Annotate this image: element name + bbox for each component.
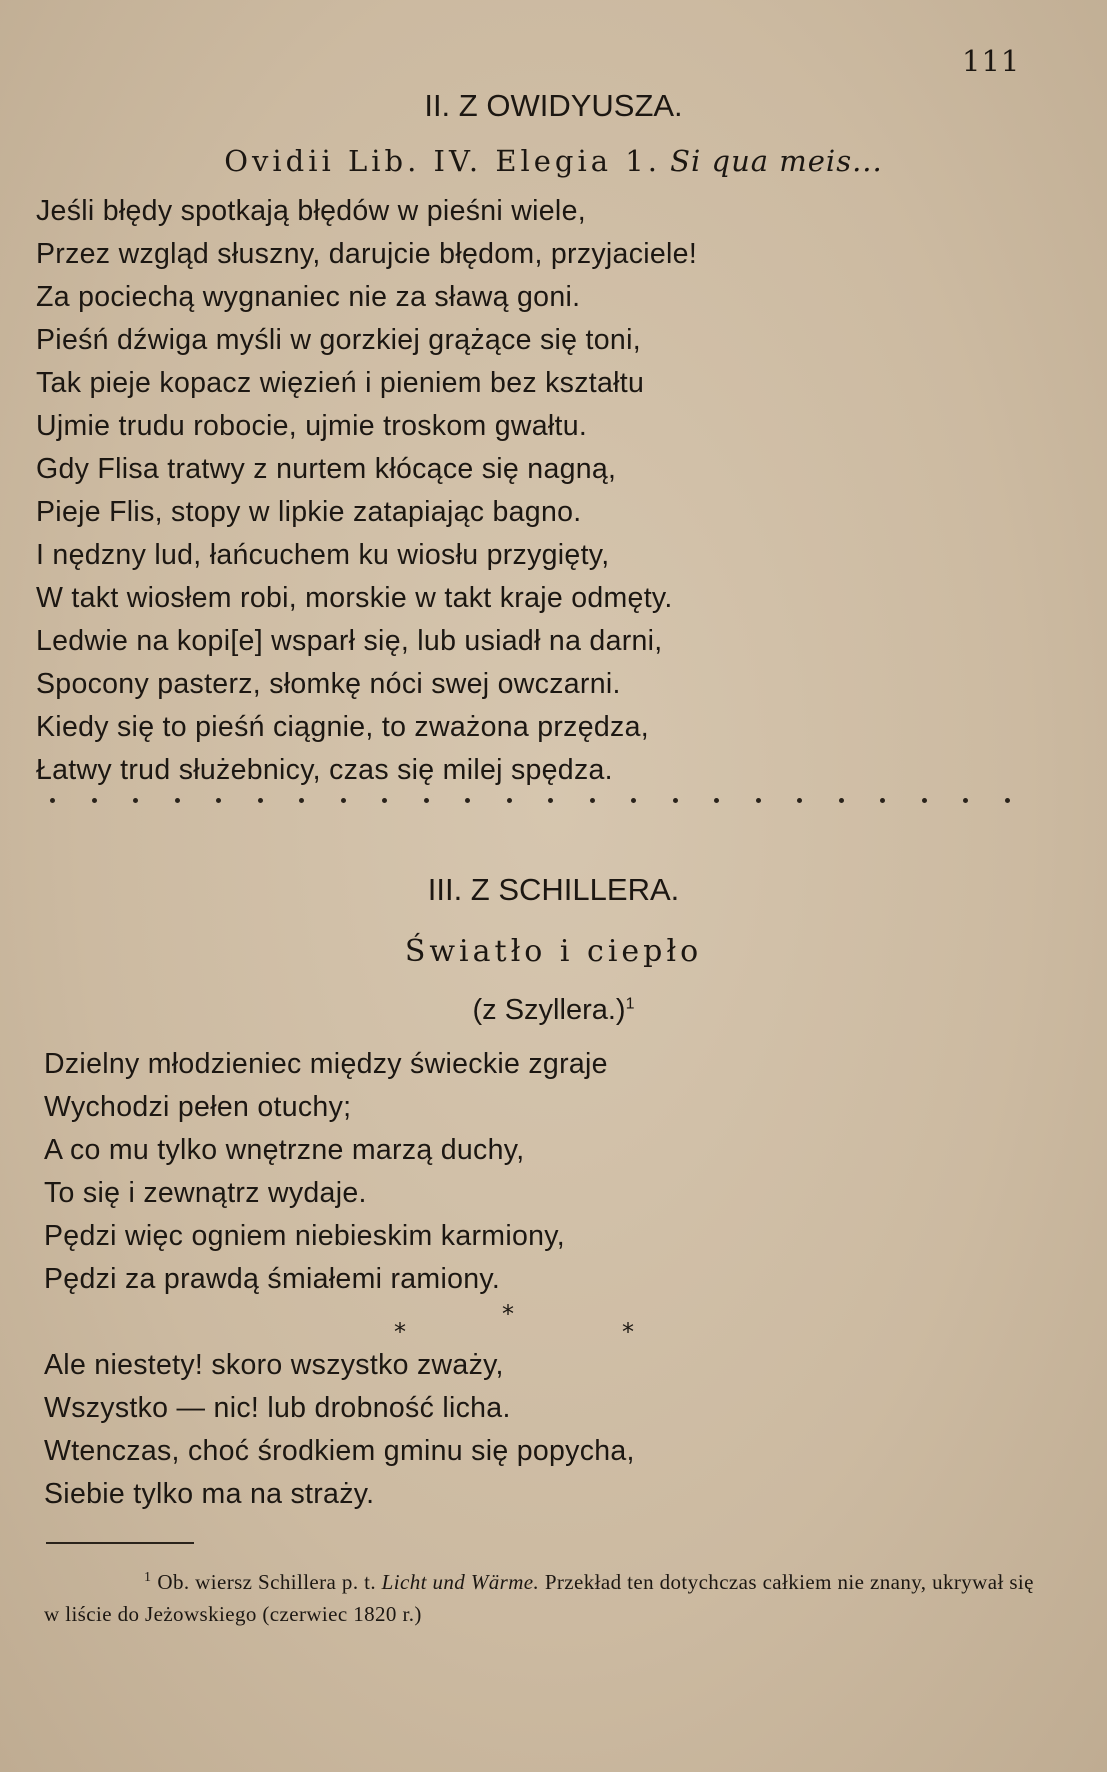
separator-dot: [465, 798, 470, 803]
separator-dot: [714, 798, 719, 803]
separator-dot: [839, 798, 844, 803]
asterism-star-left: *: [394, 1318, 406, 1346]
footnote-text-after: Przekład ten dotychczas całkiem nie znany, ukrywał się w liście do Jeżowskiego (czerwiec 1820 r.): [44, 1570, 1034, 1626]
verse-line: Wtenczas, choć środkiem gminu się popycha,: [44, 1435, 635, 1467]
separator-dot: [1005, 798, 1010, 803]
page-number: 111: [962, 44, 1021, 78]
separator-dot: [92, 798, 97, 803]
separator-dot: [880, 798, 885, 803]
separator-dot: [382, 798, 387, 803]
separator-dot: [963, 798, 968, 803]
separator-dot: [175, 798, 180, 803]
separator-dot: [341, 798, 346, 803]
verse-line: Ale niestety! skoro wszystko zważy,: [44, 1349, 504, 1381]
verse-line: I nędzny lud, łańcuchem ku wiosłu przygięty,: [36, 539, 610, 571]
verse-line: Jeśli błędy spotkają błędów w pieśni wiele,: [36, 195, 586, 227]
footnote-reference: 1: [625, 995, 635, 1013]
separator-dot: [631, 798, 636, 803]
separator-dot: [424, 798, 429, 803]
footnote-text-before: Ob. wiersz Schillera p. t.: [157, 1570, 377, 1594]
asterism-star-right: *: [622, 1318, 634, 1346]
verse-line: Gdy Flisa tratwy z nurtem kłócące się nagną,: [36, 453, 617, 485]
verse-line: A co mu tylko wnętrzne marzą duchy,: [44, 1134, 525, 1166]
poem-subtitle: [0, 994, 1107, 1027]
section-3-heading: III. Z SCHILLERA.: [427, 872, 680, 907]
separator-dot: [299, 798, 304, 803]
verse-line: Pieśń dźwiga myśli w gorzkiej grążące się toni,: [36, 324, 641, 356]
separator-dot: [590, 798, 595, 803]
footnote: [44, 1562, 1044, 1630]
footnote-mark: 1: [144, 1570, 152, 1585]
separator-dot: [797, 798, 802, 803]
footnote-title: Licht und Wärme.: [381, 1570, 540, 1594]
verse-line: Przez wzgląd słuszny, darujcie błędom, przyjaciele!: [36, 238, 698, 270]
verse-line: Ledwie na kopi[e] wsparł się, lub usiadł na darni,: [36, 625, 663, 657]
verse-line: Siebie tylko ma na straży.: [44, 1478, 375, 1510]
separator-dot: [216, 798, 221, 803]
separator-dot: [50, 798, 55, 803]
section-2-source: [0, 144, 1107, 178]
verse-line: Za pociechą wygnaniec nie za sławą goni.: [36, 281, 581, 313]
separator-dot: [507, 798, 512, 803]
source-italic: Si qua meis...: [670, 144, 883, 178]
poem-subtitle-text: (z Szyllera.): [472, 994, 626, 1026]
separator-dot: [258, 798, 263, 803]
verse-line: To się i zewnątrz wydaje.: [44, 1177, 367, 1209]
separator-dot: [133, 798, 138, 803]
asterism-star-top: *: [502, 1300, 514, 1328]
verse-line: Wszystko — nic! lub drobność licha.: [44, 1392, 511, 1424]
verse-line: Pieje Flis, stopy w lipkie zatapiając bagno.: [36, 496, 582, 528]
verse-line: Wychodzi pełen otuchy;: [44, 1091, 352, 1123]
poem-title: Światło i ciepło: [404, 934, 703, 969]
verse-line: Kiedy się to pieśń ciągnie, to zważona przędza,: [36, 711, 649, 743]
separator-dot: [548, 798, 553, 803]
section-2-verse: [36, 190, 697, 792]
verse-line: Tak pieje kopacz więzień i pieniem bez kształtu: [36, 367, 645, 399]
separator-dot: [673, 798, 678, 803]
verse-line: Pędzi za prawdą śmiałemi ramiony.: [44, 1263, 501, 1295]
verse-line: Łatwy trud służebnicy, czas się milej spędza.: [36, 754, 613, 786]
separator-dot: [922, 798, 927, 803]
poem-stanza-1: [44, 1043, 608, 1301]
verse-line: Ujmie trudu robocie, ujmie troskom gwałtu.: [36, 410, 588, 442]
verse-line: Pędzi więc ogniem niebieskim karmiony,: [44, 1220, 565, 1252]
footnote-rule: [46, 1542, 194, 1544]
separator-dot: [756, 798, 761, 803]
dotted-separator: [50, 798, 1010, 803]
section-2-heading: II. Z OWIDYUSZA.: [424, 88, 683, 123]
verse-line: Dzielny młodzieniec między świeckie zgraje: [44, 1048, 608, 1080]
verse-line: Spocony pasterz, słomkę nóci swej owczarni.: [36, 668, 621, 700]
verse-line: W takt wiosłem robi, morskie w takt kraje odmęty.: [36, 582, 673, 614]
poem-stanza-2: [44, 1344, 635, 1516]
source-spaced: Ovidii Lib. IV. Elegia 1.: [224, 144, 661, 178]
